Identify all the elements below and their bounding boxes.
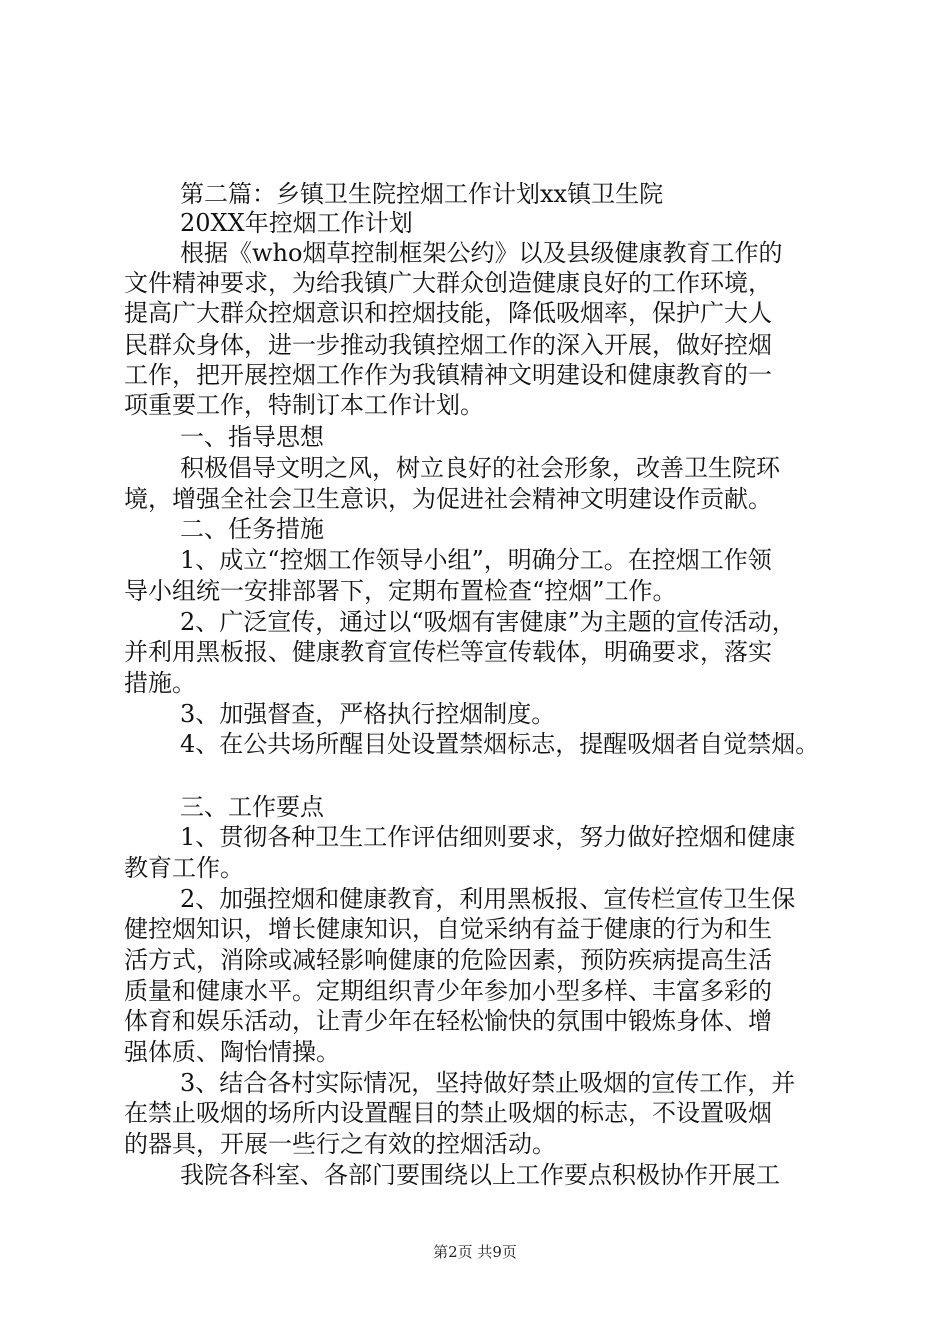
section-heading: 二、任务措施 [180,515,324,543]
doc-line: 的器具，开展一些行之有效的控烟活动。 [124,1130,556,1158]
doc-line: 3、加强督查，严格执行控烟制度。 [180,700,556,728]
doc-line: 2、广泛宣传，通过以“吸烟有害健康”为主题的宣传活动， [180,608,796,636]
doc-line: 项重要工作，特制订本工作计划。 [124,391,484,419]
doc-line: 2、加强控烟和健康教育，利用黑板报、宣传栏宣传卫生保 [180,885,796,913]
doc-line: 体育和娱乐活动，让青少年在轻松愉快的氛围中锻炼身体、增 [124,1007,772,1035]
doc-line: 3、结合各村实际情况，坚持做好禁止吸烟的宣传工作，并 [180,1069,796,1097]
doc-line: 质量和健康水平。定期组织青少年参加小型多样、丰富多彩的 [124,977,772,1005]
doc-line: 第二篇：乡镇卫生院控烟工作计划xx镇卫生院 [180,180,664,208]
doc-line: 强体质、陶怡情操。 [124,1038,340,1066]
doc-line: 20XX年控烟工作计划 [180,209,413,237]
doc-line: 在禁止吸烟的场所内设置醒目的禁止吸烟的标志，不设置吸烟 [124,1099,772,1127]
section-heading: 三、工作要点 [180,793,324,821]
section-heading: 一、指导思想 [180,423,324,451]
doc-line: 境，增强全社会卫生意识，为促进社会精神文明建设作贡献。 [124,485,772,513]
doc-line: 我院各科室、各部门要围绕以上工作要点积极协作开展工 [180,1161,780,1189]
doc-line: 健控烟知识，增长健康知识，自觉采纳有益于健康的行为和生 [124,915,772,943]
page-number-footer: 第2页 共9页 [433,1243,517,1261]
doc-line: 工作，把开展控烟工作作为我镇精神文明建设和健康教育的一 [124,361,772,389]
doc-line: 文件精神要求，为给我镇广大群众创造健康良好的工作环境， [124,269,772,297]
doc-line: 教育工作。 [124,854,244,882]
doc-line: 1、成立“控烟工作领导小组”，明确分工。在控烟工作领 [180,546,772,574]
doc-line: 4、在公共场所醒目处设置禁烟标志，提醒吸烟者自觉禁烟。 [180,730,820,758]
doc-line: 1、贯彻各种卫生工作评估细则要求，努力做好控烟和健康 [180,823,796,851]
doc-line: 提高广大群众控烟意识和控烟技能，降低吸烟率，保护广大人 [124,299,772,327]
doc-line: 措施。 [124,669,196,697]
doc-line: 活方式，消除或减轻影响健康的危险因素，预防疾病提高生活 [124,946,772,974]
doc-line: 导小组统一安排部署下，定期布置检查“控烟”工作。 [124,577,677,605]
doc-line: 根据《who烟草控制框架公约》以及县级健康教育工作的 [180,239,783,267]
doc-line: 并利用黑板报、健康教育宣传栏等宣传载体，明确要求，落实 [124,638,772,666]
doc-line: 积极倡导文明之风，树立良好的社会形象，改善卫生院环 [180,454,780,482]
doc-line: 民群众身体，进一步推动我镇控烟工作的深入开展，做好控烟 [124,331,772,359]
